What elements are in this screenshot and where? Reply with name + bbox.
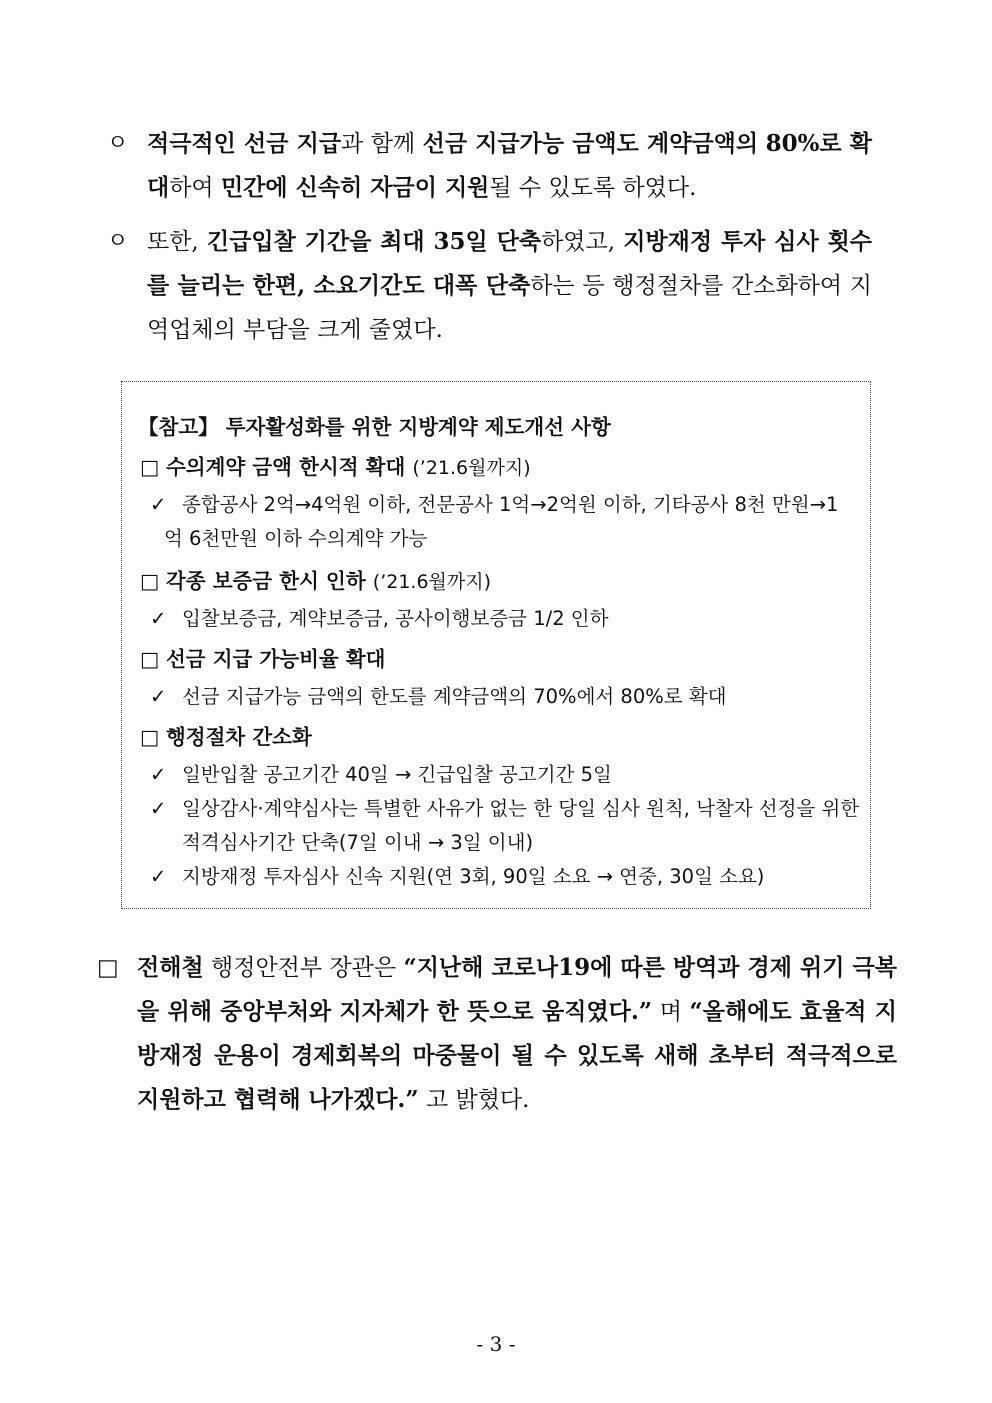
checkbox-square-icon: □	[140, 647, 160, 671]
list-item	[140, 680, 862, 714]
plain-phrase: 고 밝혔다.	[418, 1087, 530, 1113]
item-text: 일반입찰 공고기간 40일 → 긴급입찰 공고기간 5일	[182, 763, 612, 786]
bullet-paragraph-advance-payment	[107, 122, 872, 210]
check-mark-icon: ✓	[150, 797, 167, 820]
heading-text: 선금 지급 가능비율 확대	[166, 647, 386, 671]
list-item	[140, 792, 862, 860]
section-heading	[140, 720, 862, 758]
bold-phrase: 지방재정 투자 심사 횟수를 늘리는 한편, 소요기간도 대폭 단축	[147, 228, 873, 299]
heading-text: 각종 보증금 한시 인하	[166, 569, 366, 593]
checkbox-square-icon: □	[140, 725, 160, 749]
reference-section-advance-ratio	[140, 642, 862, 714]
bullet-paragraph-procedure	[107, 220, 872, 352]
circle-bullet-icon: ㅇ	[107, 229, 129, 254]
plain-phrase: 하여	[169, 175, 221, 201]
paragraph-text	[147, 220, 872, 352]
reference-box	[121, 381, 871, 909]
reference-section-deposit	[140, 564, 862, 636]
plain-phrase: 며	[652, 999, 690, 1025]
paragraph-text	[137, 946, 897, 1122]
heading-text: 수의계약 금액 한시적 확대	[166, 455, 406, 479]
bold-phrase: 긴급입찰 기간을 최대 35일 단축	[206, 228, 542, 255]
checkbox-square-icon: □	[140, 569, 160, 593]
bold-phrase: 적극적인 선금 지급	[147, 130, 342, 157]
square-bullet-icon: □	[97, 955, 119, 981]
quote-text: “지난해 코로나19에 따른 방역과 경제 위기 극복을 위해 중앙부처와 지자체가 한 뜻으로 움직였다.”	[137, 954, 897, 1025]
list-item	[140, 602, 862, 636]
check-mark-icon: ✓	[150, 763, 167, 786]
reference-section-admin-procedure	[140, 720, 862, 894]
minister-quote-paragraph	[97, 946, 897, 1122]
heading-note: (’21.6월까지)	[412, 457, 531, 479]
plain-phrase: 또한,	[147, 229, 207, 255]
item-text: 선금 지급가능 금액의 한도를 계약금액의 70%에서 80%로 확대	[182, 685, 727, 708]
bold-phrase: 선금 지급가능 금액도 계약금액의	[422, 130, 759, 157]
section-heading	[140, 450, 844, 488]
checkbox-square-icon: □	[140, 455, 160, 479]
reference-title: 【참고】 투자활성화를 위한 지방계약 제도개선 사항	[138, 415, 611, 439]
circle-bullet-icon: ㅇ	[107, 131, 129, 156]
heading-note: (’21.6월까지)	[372, 571, 492, 593]
plain-phrase: 과 함께	[341, 131, 423, 157]
check-mark-icon: ✓	[150, 865, 167, 888]
section-heading	[140, 564, 862, 602]
check-mark-icon: ✓	[150, 685, 167, 708]
plain-phrase: 하였고,	[541, 229, 624, 255]
check-mark-icon: ✓	[150, 493, 167, 516]
plain-phrase: 될 수 있도록 하였다.	[489, 175, 697, 201]
item-text: 종합공사 2억→4억원 이하, 전문공사 1억→2억원 이하, 기타공사 8천 만원→1억 6천만원 이하 수의계약 가능	[164, 493, 839, 550]
list-item	[140, 758, 862, 792]
page-number: - 3 -	[476, 1332, 516, 1356]
bold-phrase: 민간에 신속히 자금이 지원	[220, 174, 490, 201]
section-heading	[140, 642, 862, 680]
item-text: 입찰보증금, 계약보증금, 공사이행보증금 1/2 인하	[182, 607, 609, 630]
item-text: 지방재정 투자심사 신속 지원(연 3회, 90일 소요 → 연중, 30일 소요)	[182, 865, 765, 888]
list-item	[140, 860, 862, 894]
speaker-title: 행정안전부 장관은	[203, 955, 404, 981]
check-mark-icon: ✓	[150, 607, 167, 630]
speaker-name: 전해철	[137, 954, 204, 981]
paragraph-text	[147, 122, 872, 210]
reference-section-private-contract	[140, 450, 844, 556]
bold-phrase: 80%로 확대	[147, 130, 873, 201]
quote-text: “올해에도 효율적 지방재정 운용이 경제회복의 마중물이 될 수 있도록 새해 초부터 적극적으로 지원하고 협력해 나가겠다.”	[137, 998, 897, 1113]
list-item	[140, 488, 844, 556]
heading-text: 행정절차 간소화	[166, 725, 312, 749]
item-text: 일상감사·계약심사는 특별한 사유가 없는 한 당일 심사 원칙, 낙찰자 선정을 위한 적격심사기간 단축(7일 이내 → 3일 이내)	[182, 797, 860, 854]
plain-phrase: 하는 등 행정절차를 간소화하여 지역업체의 부담을 크게 줄였다.	[147, 273, 872, 343]
